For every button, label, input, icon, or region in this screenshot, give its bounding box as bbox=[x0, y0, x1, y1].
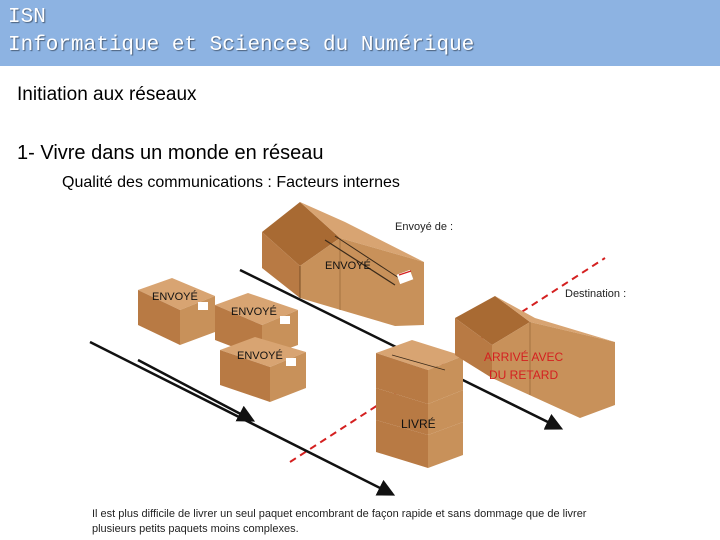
slide-header bbox=[0, 0, 720, 66]
course-title: Initiation aux réseaux bbox=[17, 84, 197, 105]
small-package-1-label: ENVOYÉ bbox=[152, 291, 198, 303]
sent-from-label: Envoyé de : bbox=[395, 221, 454, 233]
figure-caption bbox=[92, 507, 652, 537]
caption-line-2: plusieurs petits paquets moins complexes. bbox=[92, 523, 299, 535]
section-title: 1- Vivre dans un monde en réseau bbox=[17, 142, 324, 164]
topic-title: Qualité des communications : Facteurs internes bbox=[62, 174, 400, 191]
small-package-3-label: ENVOYÉ bbox=[237, 350, 283, 362]
late-label-line2: DU RETARD bbox=[489, 368, 559, 382]
caption-line-1: Il est plus difficile de livrer un seul paquet encombrant de façon rapide et sans dommage que de livrer bbox=[92, 508, 587, 520]
network-packet-illustration bbox=[85, 196, 645, 540]
delivered-label: LIVRÉ bbox=[401, 417, 436, 431]
header-title: ISN bbox=[8, 6, 46, 29]
header-subtitle: Informatique et Sciences du Numérique bbox=[8, 34, 475, 57]
large-package-label: ENVOYÉ bbox=[325, 260, 371, 272]
small-package-1 bbox=[138, 278, 215, 345]
small-package-2-label: ENVOYÉ bbox=[231, 306, 277, 318]
large-package-late bbox=[455, 296, 615, 418]
delivered-package-stack bbox=[376, 340, 463, 468]
destination-label: Destination : bbox=[565, 288, 627, 300]
late-label-line1: ARRIVÉ AVEC bbox=[484, 350, 564, 364]
